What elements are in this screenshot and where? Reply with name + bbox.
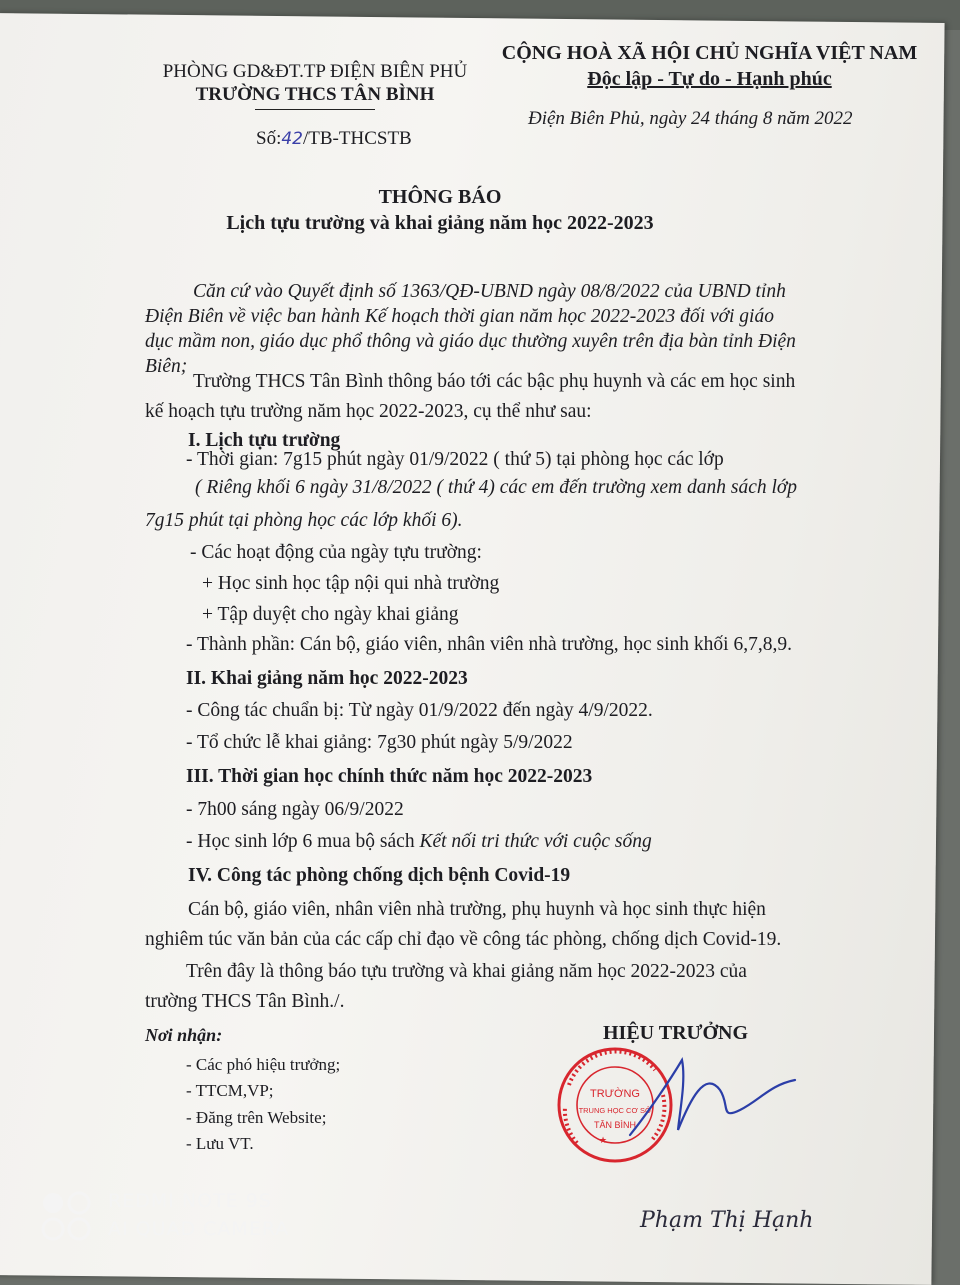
section-1-note-2: 7g15 phút tại phòng học các lớp khối 6).	[145, 510, 463, 531]
handwritten-signature	[620, 1040, 800, 1160]
stamp-star-icon: ★	[599, 1135, 608, 1145]
stamp-line-2: TRUNG HỌC CƠ SỞ	[578, 1106, 652, 1115]
section-1-activity-1: + Học sinh học tập nội qui nhà trường	[202, 573, 500, 594]
recipient-1: - Các phó hiệu trưởng;	[186, 1055, 341, 1074]
recipient-3: - Đăng trên Website;	[186, 1108, 327, 1127]
books-title: Kết nối tri thức với cuộc sống	[419, 831, 652, 852]
notice-title: THÔNG BÁO	[378, 186, 502, 208]
school-underline	[255, 109, 375, 110]
national-motto: Độc lập - Tự do - Hạnh phúc	[587, 68, 832, 90]
docnum-prefix: Số:	[256, 128, 282, 149]
section-3-heading: III. Thời gian học chính thức năm học 2022-2023	[186, 766, 593, 787]
watermark-line-1: REDMI NOTE 9S	[108, 1190, 272, 1212]
intro-line-3: dục mầm non, giáo dục phổ thông và giáo dục thường xuyên trên địa bàn tỉnh Điện	[145, 331, 796, 352]
closing-line-2: trường THCS Tân Bình./.	[145, 991, 345, 1012]
section-4-line-1: Cán bộ, giáo viên, nhân viên nhà trường, phụ huynh và học sinh thực hiện	[188, 899, 766, 920]
header-left	[150, 60, 480, 110]
section-4-line-2: nghiêm túc văn bản của các cấp chỉ đạo về công tác phòng, chống dịch Covid-19.	[145, 929, 782, 950]
section-1-activity-2: + Tập duyệt cho ngày khai giảng	[202, 604, 459, 625]
section-1-note-1: ( Riêng khối 6 ngày 31/8/2022 ( thứ 4) các em đến trường xem danh sách lớp	[195, 477, 798, 498]
document-number	[256, 128, 412, 150]
books-prefix: - Học sinh lớp 6 mua bộ sách	[186, 831, 420, 852]
intro-line-2: Điện Biên về việc ban hành Kế hoạch thời gian năm học 2022-2023 đối với giáo	[145, 306, 774, 327]
watermark-line-2: AI QUAD CAMERA	[108, 1218, 290, 1240]
section-2-prep: - Công tác chuẩn bị: Từ ngày 01/9/2022 đến ngày 4/9/2022.	[186, 700, 653, 721]
department-name: PHÒNG GD&ĐT.TP ĐIỆN BIÊN PHỦ	[162, 61, 468, 82]
principal-title: HIỆU TRƯỞNG	[603, 1022, 749, 1044]
stamp-line-1: TRƯỜNG	[590, 1088, 640, 1100]
date-line: Điện Biên Phủ, ngày 24 tháng 8 năm 2022	[528, 108, 853, 129]
announce-line-1: Trường THCS Tân Bình thông báo tới các bậc phụ huynh và các em học sinh	[193, 371, 796, 392]
principal-name: Phạm Thị Hạnh	[640, 1208, 814, 1233]
announce-line-2: kế hoạch tựu trường năm học 2022-2023, cụ thể như sau:	[145, 401, 592, 422]
school-name: TRƯỜNG THCS TÂN BÌNH	[195, 84, 435, 105]
section-3-books	[186, 827, 652, 857]
intro-line-4: Biên;	[145, 356, 188, 377]
lens-icon	[40, 1190, 92, 1242]
country-name: CỘNG HOÀ XÃ HỘI CHỦ NGHĨA VIỆT NAM	[501, 42, 918, 64]
section-2-ceremony: - Tổ chức lễ khai giảng: 7g30 phút ngày 5/9/2022	[186, 732, 573, 753]
recipient-2: - TTCM,VP;	[186, 1081, 274, 1100]
section-1-heading: I. Lịch tựu trường	[188, 430, 341, 451]
section-1-activities: - Các hoạt động của ngày tựu trường:	[190, 542, 482, 563]
header-right	[497, 40, 922, 92]
section-4-heading: IV. Công tác phòng chống dịch bệnh Covid-19	[188, 865, 571, 886]
intro-line-1: Căn cứ vào Quyết định số 1363/QĐ-UBND ngày 08/8/2022 của UBND tỉnh	[193, 281, 786, 302]
stamp-line-3: TÂN BÌNH	[593, 1120, 637, 1130]
section-1-time: - Thời gian: 7g15 phút ngày 01/9/2022 ( thứ 5) tại phòng học các lớp	[186, 449, 724, 470]
section-3-start: - 7h00 sáng ngày 06/9/2022	[186, 799, 404, 820]
section-1-members: - Thành phần: Cán bộ, giáo viên, nhân viên nhà trường, học sinh khối 6,7,8,9.	[186, 634, 792, 655]
closing-line-1: Trên đây là thông báo tựu trường và khai giảng năm học 2022-2023 của	[186, 961, 747, 982]
docnum-suffix: /TB-THCSTB	[303, 128, 412, 149]
recipients-label: Nơi nhận:	[145, 1025, 223, 1045]
recipient-4: - Lưu VT.	[186, 1134, 254, 1153]
docnum-handwritten: 42	[281, 129, 303, 149]
notice-subtitle: Lịch tựu trường và khai giảng năm học 2022-2023	[226, 212, 654, 234]
section-2-heading: II. Khai giảng năm học 2022-2023	[186, 668, 468, 689]
